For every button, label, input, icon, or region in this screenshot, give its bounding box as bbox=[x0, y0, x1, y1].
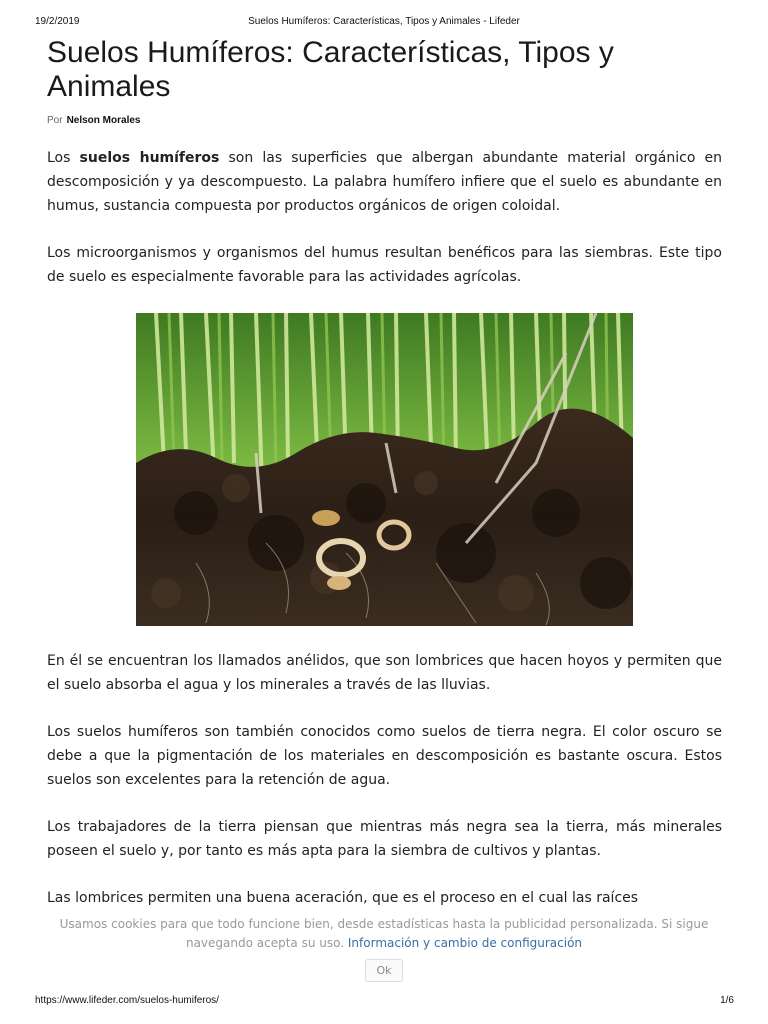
author-link[interactable]: Nelson Morales bbox=[66, 115, 141, 126]
cookie-banner bbox=[0, 912, 768, 987]
paragraph-intro-lead: Los bbox=[47, 150, 80, 166]
paragraph-black-soil: Los suelos humíferos son también conocidos como suelos de tierra negra. El color oscuro se debe a que la pigmentación de los materiales en descomposición es bastante oscura. Estos suelos son excelentes para la retención de agua. bbox=[47, 724, 722, 788]
soil-illustration bbox=[136, 313, 633, 626]
print-doc-title: Suelos Humíferos: Características, Tipos y Animales - Lifeder bbox=[248, 16, 520, 27]
paragraph-workers: Los trabajadores de la tierra piensan que mientras más negra sea la tierra, más minerales poseen el suelo y, por tanto es más apta para la siembra de cultivos y plantas. bbox=[47, 819, 722, 859]
cookie-message: Usamos cookies para que todo funcione bien, desde estadísticas hasta la publicidad personalizada. Si sigue navegando acepta su uso. bbox=[59, 917, 709, 950]
paragraph-aeration: Las lombrices permiten una buena aceración, que es el proceso en el cual las raíces bbox=[47, 890, 639, 906]
byline-prefix: Por bbox=[47, 115, 63, 126]
print-url: https://www.lifeder.com/suelos-humiferos/ bbox=[35, 995, 219, 1006]
print-page-number: 1/6 bbox=[720, 995, 734, 1006]
article-image-soil bbox=[136, 313, 633, 626]
paragraph-intro-bold: suelos humíferos bbox=[79, 150, 220, 166]
cookie-settings-link[interactable]: Información y cambio de configuración bbox=[347, 936, 583, 950]
byline bbox=[47, 115, 722, 126]
article bbox=[47, 36, 722, 910]
article-title: Suelos Humíferos: Características, Tipos y Animales bbox=[47, 36, 614, 103]
paragraph-intro-rest: son las superficies que albergan abundante material orgánico en descomposición y ya descompuesto. La palabra humífero infiere que el suelo es abundante en humus, sustancia compuesta por productos orgánicos de origen coloidal. bbox=[47, 150, 722, 214]
cookie-ok-button[interactable]: Ok bbox=[365, 959, 402, 982]
paragraph-microorganisms: Los microorganismos y organismos del humus resultan benéficos para las siembras. Este tipo de suelo es especialmente favorable para las actividades agrícolas. bbox=[47, 245, 722, 285]
print-footer bbox=[0, 995, 768, 1009]
print-header bbox=[0, 16, 768, 30]
paragraph-annelids: En él se encuentran los llamados anélidos, que son lombrices que hacen hoyos y permiten que el suelo absorba el agua y los minerales a través de las lluvias. bbox=[47, 653, 722, 693]
paragraph-intro bbox=[47, 146, 722, 218]
cookie-text bbox=[54, 915, 714, 953]
print-date: 19/2/2019 bbox=[35, 16, 80, 27]
